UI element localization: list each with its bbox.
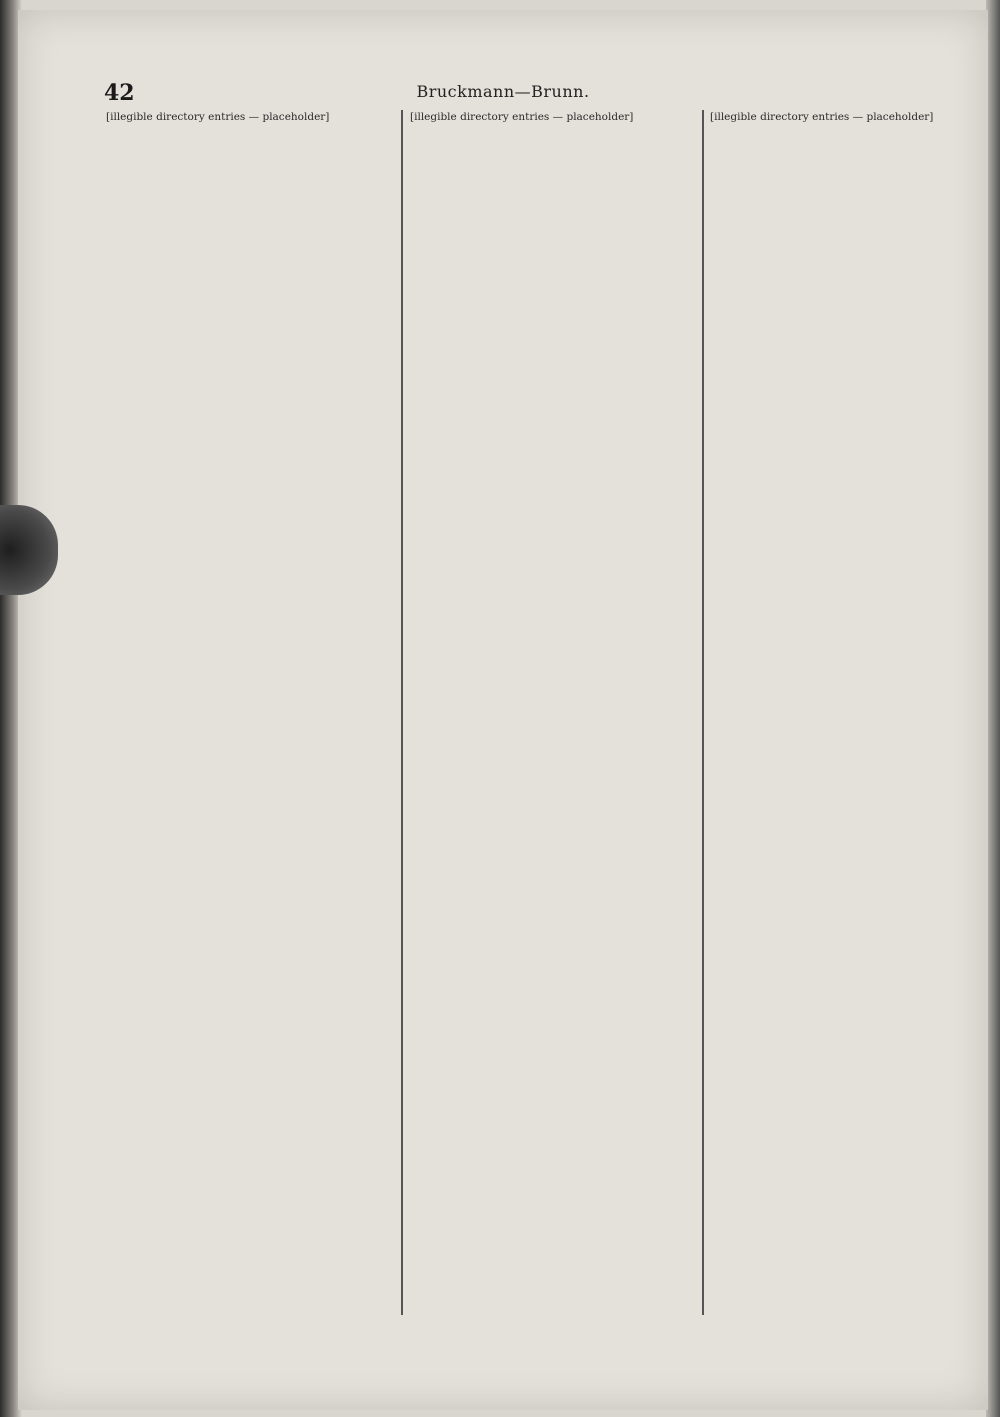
column-placeholder-text: [illegible directory entries — placeholder] — [106, 111, 330, 123]
directory-page — [18, 10, 988, 1410]
column-rule — [702, 110, 704, 1315]
directory-column-2 — [410, 110, 700, 1315]
column-placeholder-text: [illegible directory entries — placeholder] — [710, 111, 934, 123]
column-rule — [401, 110, 403, 1315]
column-placeholder-text: [illegible directory entries — placeholder] — [410, 111, 634, 123]
page-number: 42 — [104, 80, 135, 106]
running-header: Bruckmann—Brunn. — [416, 82, 590, 101]
directory-column-1 — [106, 110, 396, 1315]
directory-column-3 — [710, 110, 1000, 1315]
